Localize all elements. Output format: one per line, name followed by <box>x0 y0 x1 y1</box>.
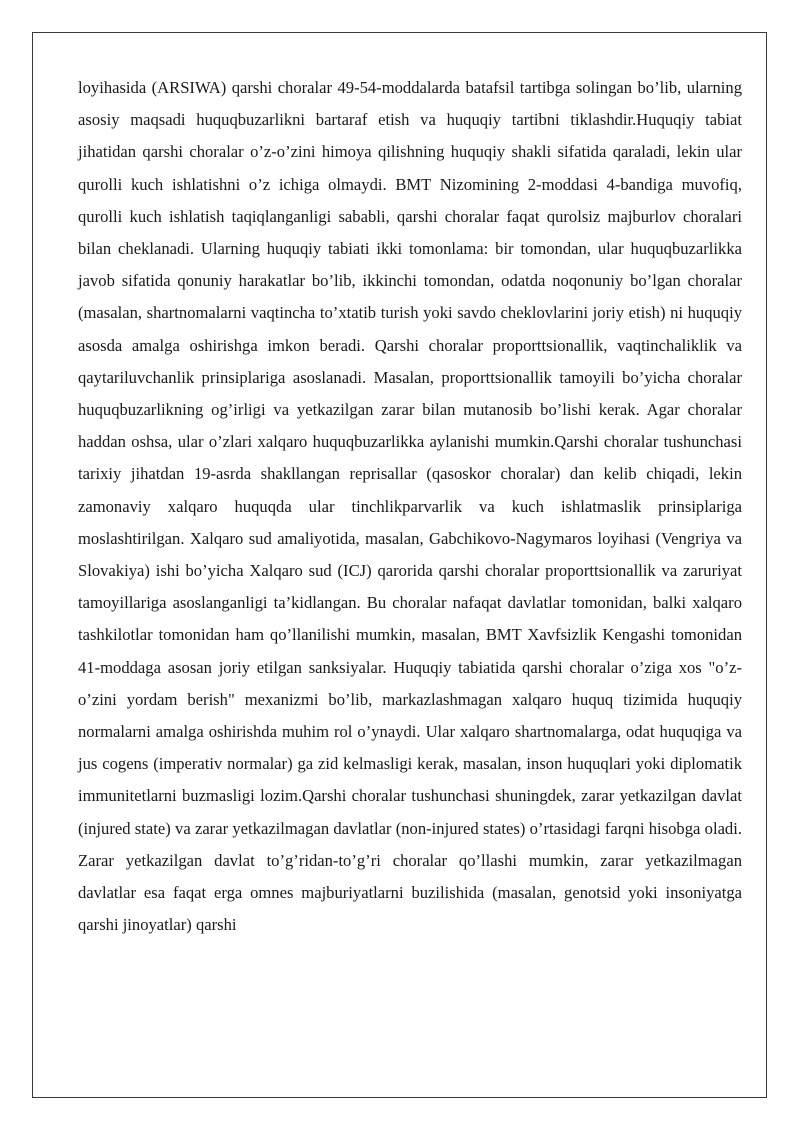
body-paragraph: loyihasida (ARSIWA) qarshi choralar 49-54-moddalarda batafsil tartibga solingan bo’lib, ularning asosiy maqsadi huquqbuzarlikni bartaraf etish va huquqiy tartibni tiklashdir.Huquqiy tabiat jihatidan qarshi choralar o’z-o’zini himoya qilishning huquqiy shakli sifatida qaraladi, lekin ular qurolli kuch ishlatishni o’z ichiga olmaydi. BMT Nizomining 2-moddasi 4-bandiga muvofiq, qurolli kuch ishlatish taqiqlanganligi sababli, qarshi choralar faqat qurolsiz majburlov choralari bilan cheklanadi. Ularning huquqiy tabiati ikki tomonlama: bir tomondan, ular huquqbuzarlikka javob sifatida qonuniy harakatlar bo’lib, ikkinchi tomondan, odatda noqonuniy bo’lgan choralar (masalan, shartnomalarni vaqtincha to’xtatib turish yoki savdo cheklovlarini joriy etish) ni huquqiy asosda amalga oshirishga imkon beradi. Qarshi choralar proporttsionallik, vaqtinchaliklik va qaytariluvchanlik prinsiplariga asoslanadi. Masalan, proporttsionallik tamoyili bo’yicha choralar huquqbuzarlikning og’irligi va yetkazilgan zarar bilan mutanosib bo’lishi kerak. Agar choralar haddan oshsa, ular o’zlari xalqaro huquqbuzarlikka aylanishi mumkin.Qarshi choralar tushunchasi tarixiy jihatdan 19-asrda shakllangan reprisallar (qasoskor choralar) dan kelib chiqadi, lekin zamonaviy xalqaro huquqda ular tinchlikparvarlik va kuch ishlatmaslik prinsiplariga moslashtirilgan. Xalqaro sud amaliyotida, masalan, Gabchikovo-Nagymaros loyihasi (Vengriya va Slovakiya) ishi bo’yicha Xalqaro sud (ICJ) qarorida qarshi choralar proporttsionallik va zaruriyat tamoyillariga asoslanganligi ta’kidlangan. Bu choralar nafaqat davlatlar tomonidan, balki xalqaro tashkilotlar tomonidan ham qo’llanilishi mumkin, masalan, BMT Xavfsizlik Kengashi tomonidan 41-moddaga asosan joriy etilgan sanksiyalar. Huquqiy tabiatida qarshi choralar o’ziga xos "o’z-o’zini yordam berish" mexanizmi bo’lib, markazlashmagan xalqaro huquq tizimida huquqiy normalarni amalga oshirishda muhim rol o’ynaydi. Ular xalqaro shartnomalarga, odat huquqiga va jus cogens (imperativ normalar) ga zid kelmasligi kerak, masalan, inson huquqlari yoki diplomatik immunitetlarni buzmasligi lozim.Qarshi choralar tushunchasi shuningdek, zarar yetkazilgan davlat (injured state) va zarar yetkazilmagan davlatlar (non-injured states) o’rtasidagi farqni hisobga oladi. Zarar yetkazilgan davlat to’g’ridan-to’g’ri choralar qo’llashi mumkin, zarar yetkazilmagan davlatlar esa faqat erga omnes majburiyatlarni buzilishida (masalan, genotsid yoki insoniyatga qarshi jinoyatlar) qarshi <box>78 78 742 935</box>
document-body <box>78 72 742 941</box>
